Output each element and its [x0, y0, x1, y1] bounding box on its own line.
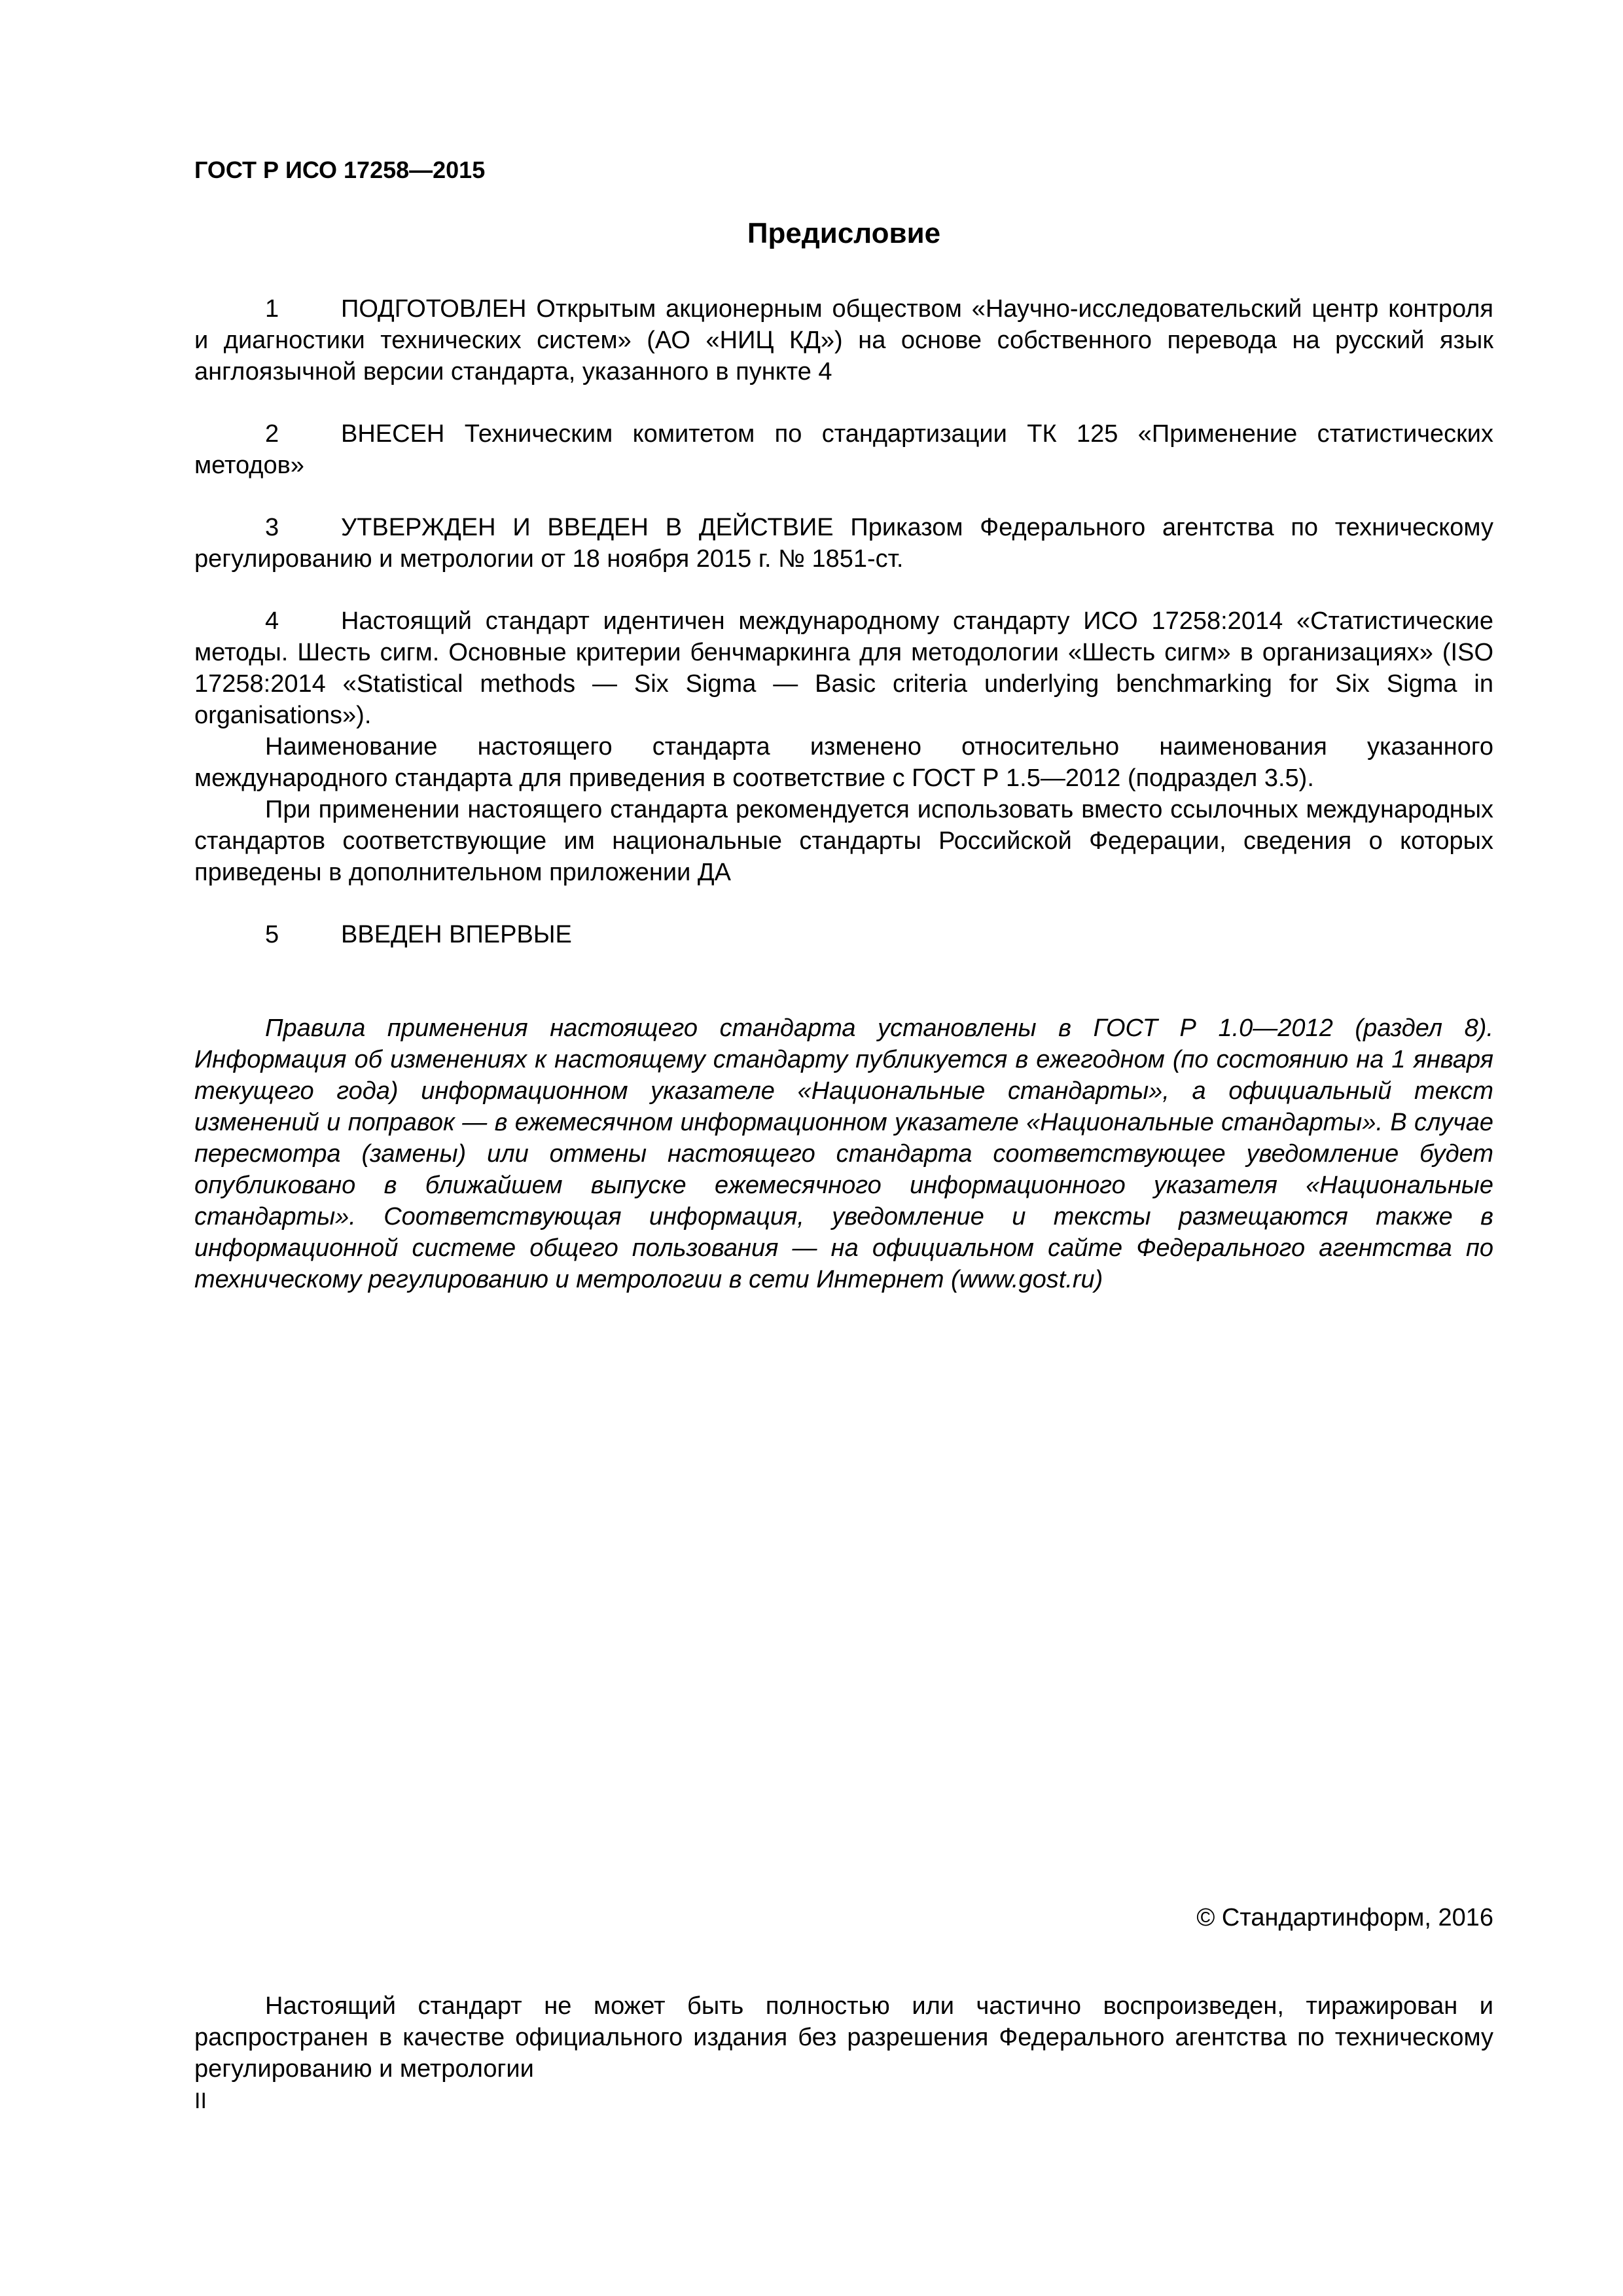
item-number: 5: [265, 921, 279, 948]
foreword-item-4: [194, 605, 1493, 888]
item-paragraph: [194, 293, 1493, 387]
item-number: 2: [265, 420, 279, 448]
item-paragraph-rename-note: Наименование настоящего стандарта изменено относительно наименования указанного международного стандарта для приведения в соответствие с ГОСТ Р 1.5—2012 (подраздел 3.5).: [194, 733, 1493, 792]
page-title: Предисловие: [747, 217, 941, 249]
item-number: 1: [265, 295, 279, 323]
foreword-item-1: [194, 293, 1493, 387]
item-text: ВВЕДЕН ВПЕРВЫЕ: [341, 921, 572, 948]
item-paragraph-references-note: При применении настоящего стандарта рекомендуется использовать вместо ссылочных международных стандартов соответствующие им национальные стандарты Российской Федерации, сведения о которых приведены в дополнительном приложении ДА: [194, 796, 1493, 886]
item-text: ВНЕСЕН Техническим комитетом по стандартизации ТК 125 «Применение статистических методов»: [194, 420, 1493, 479]
item-number: 3: [265, 514, 279, 541]
standard-designation: ГОСТ Р ИСО 17258—2015: [194, 156, 486, 183]
item-text: УТВЕРЖДЕН И ВВЕДЕН В ДЕЙСТВИЕ Приказом Федерального агентства по техническому регулированию и метрологии от 18 ноября 2015 г. № 1851-ст.: [194, 514, 1493, 573]
copyright-line: © Стандартинформ, 2016: [1196, 1904, 1493, 1931]
rules-notice: Правила применения настоящего стандарта установлены в ГОСТ Р 1.0—2012 (раздел 8). Информация об изменениях к настоящему стандарту публикуется в ежегодном (по состоянию на 1 января текущего года) информационном указателе «Национальные стандарты», а официальный текст изменений и поправок — в ежемесячном информационном указателе «Национальные стандарты». В случае пересмотра (замены) или отмены настоящего стандарта соответствующее уведомление будет опубликовано в ближайшем выпуске ежемесячного информационного указателя «Национальные стандарты». Соответствующая информация, уведомление и тексты размещаются также в информационной системе общего пользования — на официальном сайте Федерального агентства по техническому регулированию и метрологии в сети Интернет (www.gost.ru): [194, 1014, 1493, 1293]
item-text: ПОДГОТОВЛЕН Открытым акционерным обществом «Научно-исследовательский центр контроля и диагностики технических систем» (АО «НИЦ КД») на основе собственного перевода на русский язык англоязычной версии стандарта, указанного в пункте 4: [194, 295, 1493, 386]
reproduction-notice: Настоящий стандарт не может быть полностью или частично воспроизведен, тиражирован и распространен в качестве официального издания без разрешения Федерального агентства по техническому регулированию и метрологии: [194, 1992, 1493, 2083]
item-number: 4: [265, 607, 279, 635]
foreword-item-5: [194, 919, 1493, 950]
item-paragraph: [194, 512, 1493, 575]
foreword-item-2: [194, 418, 1493, 481]
foreword-content: [194, 293, 1493, 1295]
item-text: Настоящий стандарт идентичен международному стандарту ИСО 17258:2014 «Статистические методы. Шесть сигм. Основные критерии бенчмаркинга для методологии «Шесть сигм» в организациях» (ISO 17258:2014 «Statistical methods — Six Sigma — Basic criteria underlying benchmarking for Six Sigma in organisations»).: [194, 607, 1493, 729]
page-number: II: [194, 2089, 207, 2113]
item-paragraph: [194, 919, 1493, 950]
item-paragraph: [194, 605, 1493, 731]
item-paragraph: [194, 418, 1493, 481]
foreword-item-3: [194, 512, 1493, 575]
